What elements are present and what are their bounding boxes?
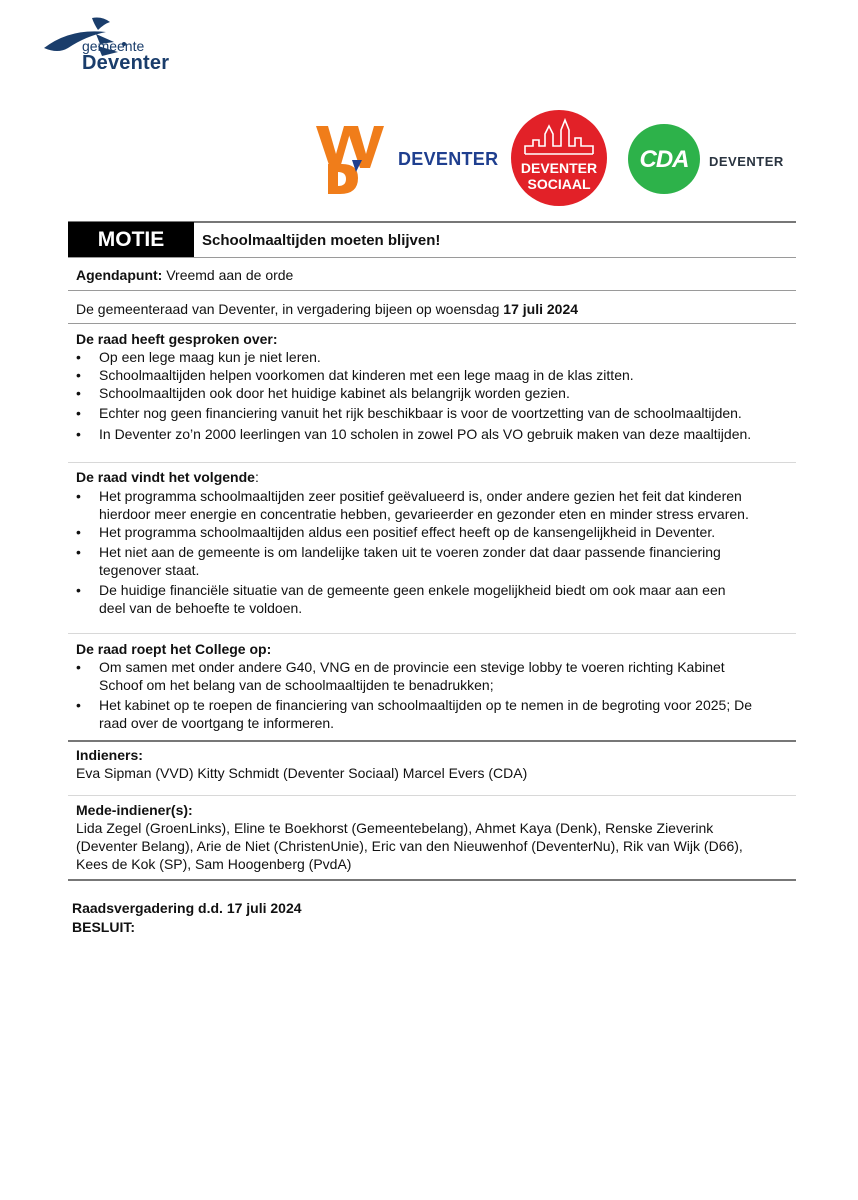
cosubmitters-text: Lida Zegel (GroenLinks), Eline te Boekhorst (Gemeentebelang), Ahmet Kaya (Denk), Renske Zieverink (Deventer Belang), Arie de Niet (ChristenUnie), Eric van den Nieuwenhof (DeventerNu), Rik van Wijk (D66), Kees de Kok (SP), Sam Hoogenberg (PvdA) <box>76 820 743 872</box>
list-item: • Om samen met onder andere G40, VNG en de provincie een stevige lobby te voeren richting Kabinet Schoof om het belang van de schoolmaaltijden te benadrukken; <box>76 659 725 693</box>
gemeente-word: gemeente <box>82 38 145 54</box>
submitters-heading: Indieners: <box>76 747 143 763</box>
skyline-icon <box>511 110 607 160</box>
intro-date: 17 juli 2024 <box>503 301 579 317</box>
deventer-sociaal-logo <box>511 110 607 206</box>
cda-deventer-text: DEVENTER <box>709 154 784 169</box>
divider <box>68 462 796 463</box>
agenda-value: Vreemd aan de orde <box>166 267 294 283</box>
intro-line <box>76 300 578 318</box>
bullet: • <box>76 426 81 442</box>
cda-logo <box>628 124 700 194</box>
ds-line2: SOCIAAL <box>527 176 591 192</box>
bullet: • <box>76 544 81 560</box>
motie-label: MOTIE <box>68 222 194 258</box>
list-item: • De huidige financiële situatie van de gemeente geen enkele mogelijkheid biedt om ook maar aan een deel van de behoefte te voldoen. <box>76 582 726 616</box>
list-item: • Schoolmaaltijden helpen voorkomen dat kinderen met een lege maag in de klas zitten. <box>76 367 634 383</box>
list-item: • Het niet aan de gemeente is om landelijke taken uit te voeren zonder dat daar passende financiering tegenover staat. <box>76 544 721 578</box>
submitters-text: Eva Sipman (VVD) Kitty Schmidt (Deventer Sociaal) Marcel Evers (CDA) <box>76 765 528 781</box>
bullet: • <box>76 524 81 540</box>
divider <box>68 290 796 291</box>
list-item: • Het programma schoolmaaltijden zeer positief geëvalueerd is, onder andere gezien het feit dat kinderen hierdoor meer energie en concentratie hebben, gevarieerder en gezonder eten en minder stress ervaren. <box>76 488 749 522</box>
deventer-word: Deventer <box>82 52 170 74</box>
finds-list <box>76 487 749 617</box>
bullet: • <box>76 385 81 401</box>
bullet: • <box>76 349 81 365</box>
ds-line1: DEVENTER <box>520 160 598 176</box>
cosubmitters-heading: Mede-indiener(s): <box>76 802 193 818</box>
vvd-logo-mark <box>312 120 392 198</box>
vvd-deventer-text: DEVENTER <box>398 149 499 169</box>
motion-title: Schoolmaaltijden moeten blijven! <box>202 232 441 249</box>
divider <box>68 740 796 742</box>
bullet: • <box>76 367 81 383</box>
meeting-date: Raadsvergadering d.d. 17 juli 2024 <box>72 900 302 916</box>
list-item: • Echter nog geen financiering vanuit het rijk beschikbaar is voor de voortzetting van de schoolmaaltijden. <box>76 405 742 421</box>
decision-label: BESLUIT: <box>72 919 135 935</box>
divider <box>68 795 796 796</box>
cda-letters: CDA <box>639 146 689 173</box>
bullet: • <box>76 697 81 713</box>
divider <box>68 257 796 258</box>
agenda-label: Agendapunt: <box>76 267 163 283</box>
intro-text: De gemeenteraad van Deventer, in vergadering bijeen op woensdag <box>76 301 504 317</box>
divider <box>68 633 796 634</box>
list-item: • In Deventer zo’n 2000 leerlingen van 10 scholen in zowel PO als VO gebruik maken van deze maaltijden. <box>76 426 752 442</box>
section-heading-spoken: De raad heeft gesproken over: <box>76 331 278 347</box>
list-item: • Het kabinet op te roepen de financiering van schoolmaaltijden op te nemen in de begroting voor 2025; De raad over de voortgang te informeren. <box>76 697 752 731</box>
calls-list <box>76 658 752 732</box>
agenda-line <box>76 266 293 284</box>
spoken-list <box>76 348 751 443</box>
list-item: • Het programma schoolmaaltijden aldus een positief effect heeft op de kansengelijkheid in Deventer. <box>76 524 716 540</box>
bullet: • <box>76 405 81 421</box>
section-heading-calls: De raad roept het College op: <box>76 641 272 657</box>
divider <box>68 323 796 324</box>
bullet: • <box>76 582 81 598</box>
bullet: • <box>76 659 81 675</box>
section-heading-finds: De raad vindt het volgende: <box>76 469 259 485</box>
list-item: • Schoolmaaltijden ook door het huidige kabinet als belangrijk worden gezien. <box>76 385 570 401</box>
bullet: • <box>76 488 81 504</box>
divider <box>68 879 796 881</box>
list-item: • Op een lege maag kun je niet leren. <box>76 349 321 365</box>
